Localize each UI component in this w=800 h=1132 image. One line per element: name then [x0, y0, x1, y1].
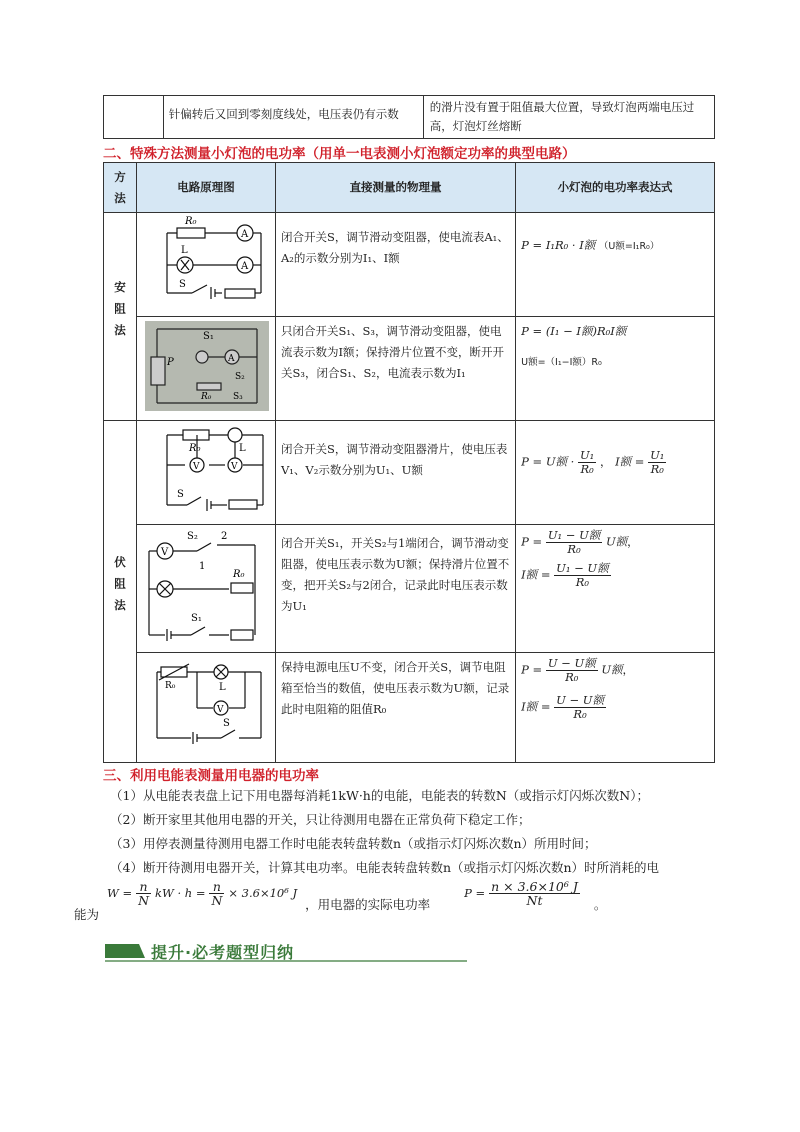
svg-text:A: A	[241, 229, 249, 240]
svg-text:S₂: S₂	[235, 372, 245, 382]
svg-text:S₂: S₂	[187, 531, 198, 542]
svg-text:1: 1	[199, 561, 206, 572]
svg-text:S₁: S₁	[191, 613, 202, 624]
row1-measure: 闭合开关S，调节滑动变阻器，使电流表A₁、A₂的示数分别为I₁、I额	[276, 213, 516, 317]
row5-measure: 保持电源电压U不变，闭合开关S，调节电阻箱至恰当的数值，使电压表示数为U额，记录此时电阻箱的阻值R₀	[276, 653, 516, 763]
svg-text:V: V	[217, 705, 224, 715]
row3-formula: P = U额 · $\frac{\text{U₁}}{\text{R₀}}$ ， I额 = $\frac{\text{U₁}}{\text{R₀}}$	[516, 421, 715, 525]
para-4: （4）断开待测用电器开关，计算其电功率。电能表转盘转数n（或指示灯闪烁次数n）时所消耗的电	[110, 860, 660, 875]
circuit-4	[137, 525, 276, 653]
svg-text:R₀: R₀	[165, 681, 176, 691]
svg-text:S: S	[223, 718, 230, 729]
svg-text:P: P	[167, 357, 174, 368]
svg-text:V: V	[161, 547, 169, 558]
svg-text:R₀: R₀	[233, 569, 245, 580]
row3-measure: 闭合开关S，调节滑动变阻器滑片，使电压表V₁、V₂示数分别为U₁、U额	[276, 421, 516, 525]
row5-formula: P = $\frac{\text{U − U额}}{\text{R₀}}$ U额， I额 = $\frac{\text{U − U额}}{\text{R₀}}$	[516, 653, 715, 763]
svg-text:S: S	[177, 489, 184, 500]
svg-text:V: V	[231, 462, 238, 472]
section3-title: 三、利用电能表测量用电器的电功率	[103, 768, 319, 784]
para-5: 能为 W = $\frac{n}{N}$ kW · h = $\frac{n}{N}$ × 3.6×10⁶ J ，用电器的实际电功率 P = $\frac{\text{n × 3.6×10⁶ J}}{Nt}$ 。	[74, 879, 607, 922]
row2-formula: P = (I₁ − I额)R₀I额 U额=（I₁−I额）R₀	[516, 317, 715, 421]
header-circuit: 电路原理图	[137, 163, 276, 213]
row2-measure: 只闭合开关S₁、S₃，调节滑动变阻器，使电流表示数为I额；保持滑片位置不变，断开开关S₃，闭合S₁、S₂，电流表示数为I₁	[276, 317, 516, 421]
svg-text:S: S	[179, 279, 186, 290]
svg-text:2: 2	[221, 531, 228, 542]
header-measure: 直接测量的物理量	[276, 163, 516, 213]
para-2: （2）断开家里其他用电器的开关，只让待测用电器在正常负荷下稳定工作；	[110, 812, 531, 827]
svg-text:A: A	[241, 261, 249, 272]
row1-formula: P = I₁R₀ · I额 （U额=I₁R₀）	[516, 213, 715, 317]
circuit-1	[137, 213, 276, 317]
svg-text:R₀: R₀	[201, 392, 212, 402]
svg-text:L: L	[219, 682, 226, 693]
banner	[105, 940, 467, 962]
circuit-2	[137, 317, 276, 421]
circuit-5	[137, 653, 276, 763]
row4-formula: P = $\frac{\text{U₁ − U额}}{\text{R₀}}$ U额， I额 = $\frac{\text{U₁ − U额}}{\text{R₀}}$	[516, 525, 715, 653]
row4-measure: 闭合开关S₁，开关S₂与1端闭合，调节滑动变阻器，使电压表示数为U额；保持滑片位置不变，把开关S₂与2闭合，记录此时电压表示数为U₁	[276, 525, 516, 653]
label-r0: R₀	[185, 216, 197, 227]
method-fuzu: 伏阻法	[104, 421, 137, 763]
banner-title: 提升·必考题型归纳	[151, 943, 295, 962]
section2-title: 二、特殊方法测量小灯泡的电功率（用单一电表测小灯泡额定功率的典型电路）	[103, 146, 576, 162]
circuit-3	[137, 421, 276, 525]
header-formula: 小灯泡的电功率表达式	[516, 163, 715, 213]
svg-text:L: L	[239, 443, 246, 454]
svg-text:R₀: R₀	[189, 443, 201, 454]
top-cell-1: 针偏转后又回到零刻度线处，电压表仍有示数	[163, 96, 423, 139]
svg-text:A: A	[228, 354, 235, 364]
para-1: （1）从电能表表盘上记下用电器每消耗1kW·h的电能，电能表的转数N（或指示灯闪烁次数N）；	[110, 788, 649, 803]
svg-text:S₁: S₁	[203, 331, 214, 342]
top-cell-2: 的滑片没有置于阻值最大位置，导致灯泡两端电压过 高，灯泡灯丝熔断	[423, 96, 714, 139]
para-3: （3）用停表测量待测用电器工作时电能表转盘转数n（或指示灯闪烁次数n）所用时间；	[110, 836, 597, 851]
svg-text:S₃: S₃	[233, 392, 243, 402]
method-table	[103, 162, 715, 763]
top-table	[103, 95, 715, 139]
header-method: 方法	[104, 163, 137, 213]
method-anzu: 安阻法	[104, 213, 137, 421]
svg-text:L: L	[181, 245, 188, 256]
svg-text:V: V	[193, 462, 200, 472]
